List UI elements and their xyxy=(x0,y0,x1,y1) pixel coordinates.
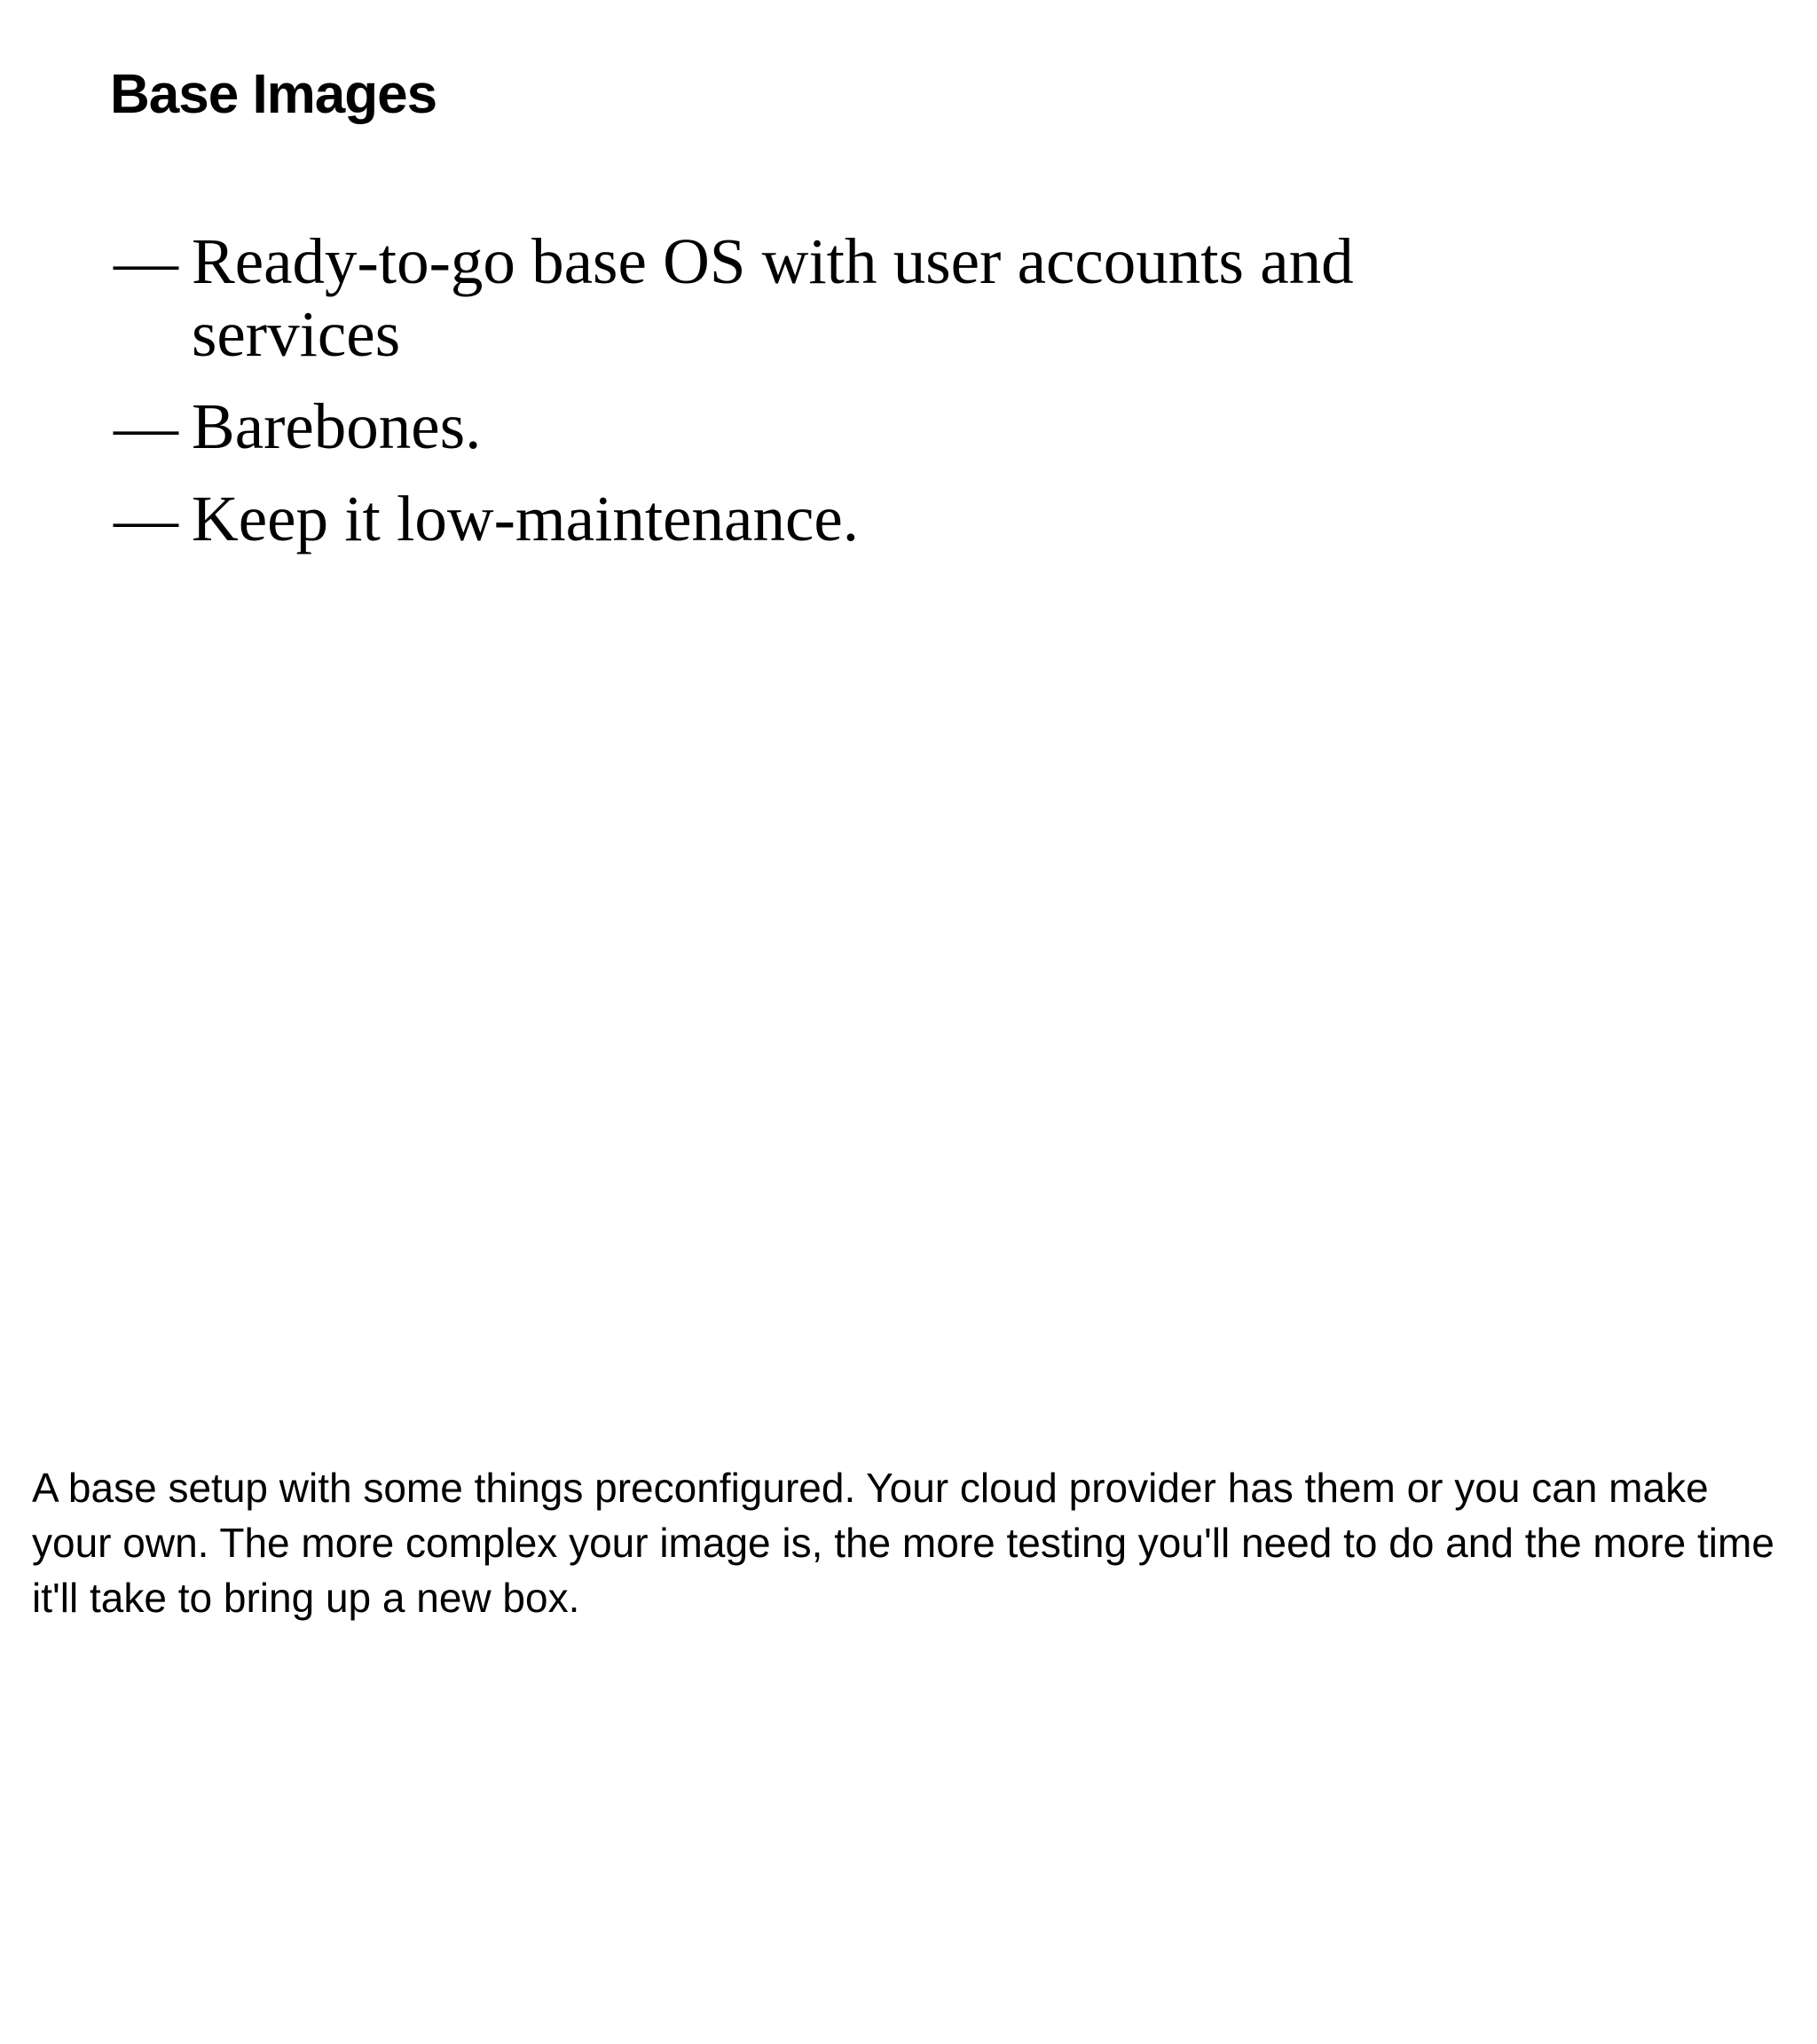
bullet-item xyxy=(110,483,1565,555)
speaker-notes: A base setup with some things preconfigured. Your cloud provider has them or you can make your own. The more complex your image is, the more testing you'll need to do and the more time it'll take to bring up a new box. xyxy=(32,1465,1774,1621)
bullet-text: Keep it low-maintenance. xyxy=(192,483,859,554)
bullet-list xyxy=(110,225,1565,575)
slide-title: Base Images xyxy=(110,64,437,125)
em-dash-bullet-icon: — xyxy=(114,390,178,462)
bullet-text: Ready-to-go base OS with user accounts and services xyxy=(192,225,1354,370)
bullet-item xyxy=(110,225,1565,371)
em-dash-bullet-icon: — xyxy=(114,483,178,554)
bullet-item xyxy=(110,390,1565,463)
bullet-text: Barebones. xyxy=(192,390,482,462)
em-dash-bullet-icon: — xyxy=(114,225,178,297)
